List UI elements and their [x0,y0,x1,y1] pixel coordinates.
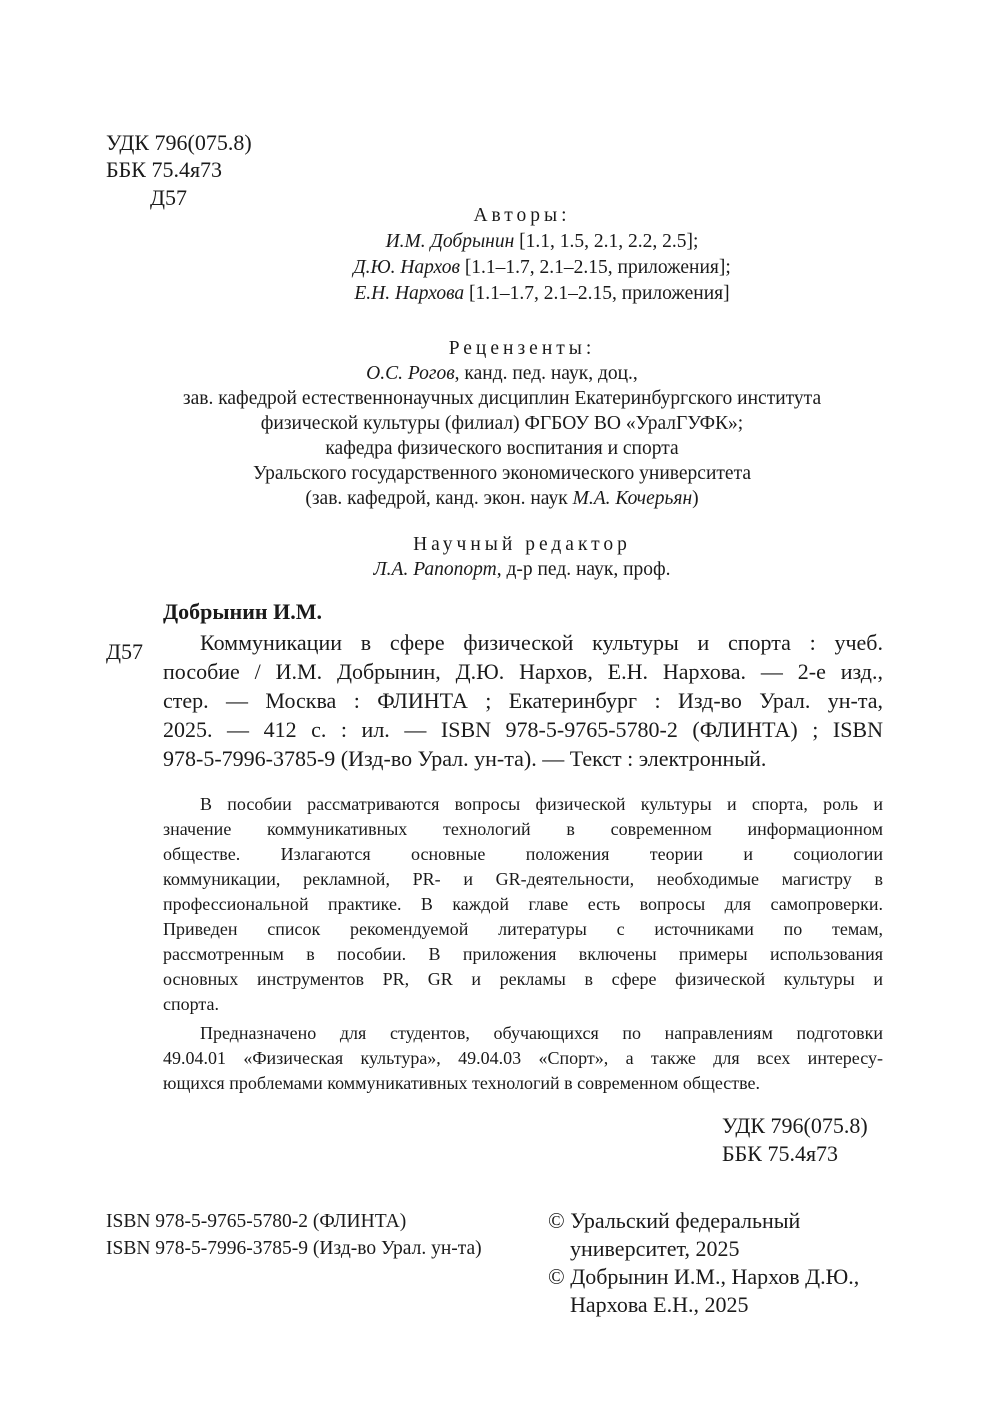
abstract-line: основных инструментов PR, GR и рекламы в сфере физической культуры и [163,969,883,989]
copyright-line: университет, 2025 [570,1236,740,1261]
editor-heading: Научный редактор [413,534,631,555]
abstract [163,792,883,1096]
abstract-line: спорта. [163,994,219,1014]
reviewers-heading: Рецензенты: [448,338,596,359]
abstract-line: 49.04.01 «Физическая культура», 49.04.03 «Спорт», а также для всех интересу- [163,1048,883,1068]
bib-author: Добрынин И.М. [163,599,322,624]
editor-line: Л.А. Рапопорт, д-р пед. наук, проф. [373,559,671,580]
abstract-line: коммуникации, рекламной, PR- и GR-деятельности, необходимые магистру в [163,869,883,889]
abstract-line: ющихся проблемами коммуникативных технологий в современном обществе. [163,1073,761,1093]
bib-line: пособие / И.М. Добрынин, Д.Ю. Нархов, Е.Н. Нархова. — 2-е изд., [163,659,883,684]
abstract-line: обществе. Излагаются основные положения теории и социологии [163,844,883,864]
bib-line: 2025. — 412 с. : ил. — ISBN 978-5-9765-5780-2 (ФЛИНТА) ; ISBN [163,717,883,742]
author-line: Д.Ю. Нархов [1.1–1.7, 2.1–2.15, приложения]; [353,257,731,278]
bbk-code: ББК 75.4я73 [106,157,223,182]
udk-code: УДК 796(075.8) [106,130,252,155]
copyright-line: © Добрынин И.М., Нархов Д.Ю., [548,1264,860,1289]
copyright-line: Нархова Е.Н., 2025 [570,1292,749,1317]
abstract-line: Приведен список рекомендуемой литературы с источниками по темам, [163,919,883,939]
abstract-line: значение коммуникативных технологий в современном информационном [163,819,883,839]
reviewer-line: Уральского государственного экономического университета [253,463,751,484]
bib-description [163,629,883,774]
reviewer-line: О.С. Рогов, канд. пед. наук, доц., [366,363,638,384]
reviewer-line: (зав. кафедрой, канд. экон. наук М.А. Кочерьян) [305,488,699,509]
abstract-line: рассмотренным в пособии. В приложения включены примеры использования [163,944,883,964]
reviewer-line: физической культуры (филиал) ФГБОУ ВО «УралГУФК»; [260,413,744,434]
bib-line: 978-5-7996-3785-9 (Изд-во Урал. ун-та). — Текст : электронный. [163,746,767,771]
bib-code: Д57 [106,639,144,664]
reviewer-line: зав. кафедрой естественнонаучных дисциплин Екатеринбургского института [182,388,822,409]
author-line: Е.Н. Нархова [1.1–1.7, 2.1–2.15, приложения] [354,283,730,304]
copyright-line: © Уральский федеральный [548,1208,801,1233]
abstract-line: профессиональной практике. В каждой главе есть вопросы для самопроверки. [163,894,883,914]
bib-line: Коммуникации в сфере физической культуры и спорта : учеб. [200,630,883,655]
author-line: И.М. Добрынин [1.1, 1.5, 2.1, 2.2, 2.5]; [385,231,699,252]
abstract-line: В пособии рассматриваются вопросы физической культуры и спорта, роль и [200,794,883,814]
udk-code-bottom: УДК 796(075.8) [722,1113,868,1138]
isbn-line: ISBN 978-5-7996-3785-9 (Изд-во Урал. ун-та) [106,1238,482,1259]
authors-heading: Авторы: [473,205,571,226]
isbn-line: ISBN 978-5-9765-5780-2 (ФЛИНТА) [106,1211,407,1232]
abstract-line: Предназначено для студентов, обучающихся по направлениям подготовки [200,1023,883,1043]
author-code: Д57 [150,185,188,210]
bib-line: стер. — Москва : ФЛИНТА ; Екатеринбург : Изд-во Урал. ун-та, [163,688,883,713]
reviewer-line: кафедра физического воспитания и спорта [325,438,679,459]
bbk-code-bottom: ББК 75.4я73 [722,1141,839,1166]
